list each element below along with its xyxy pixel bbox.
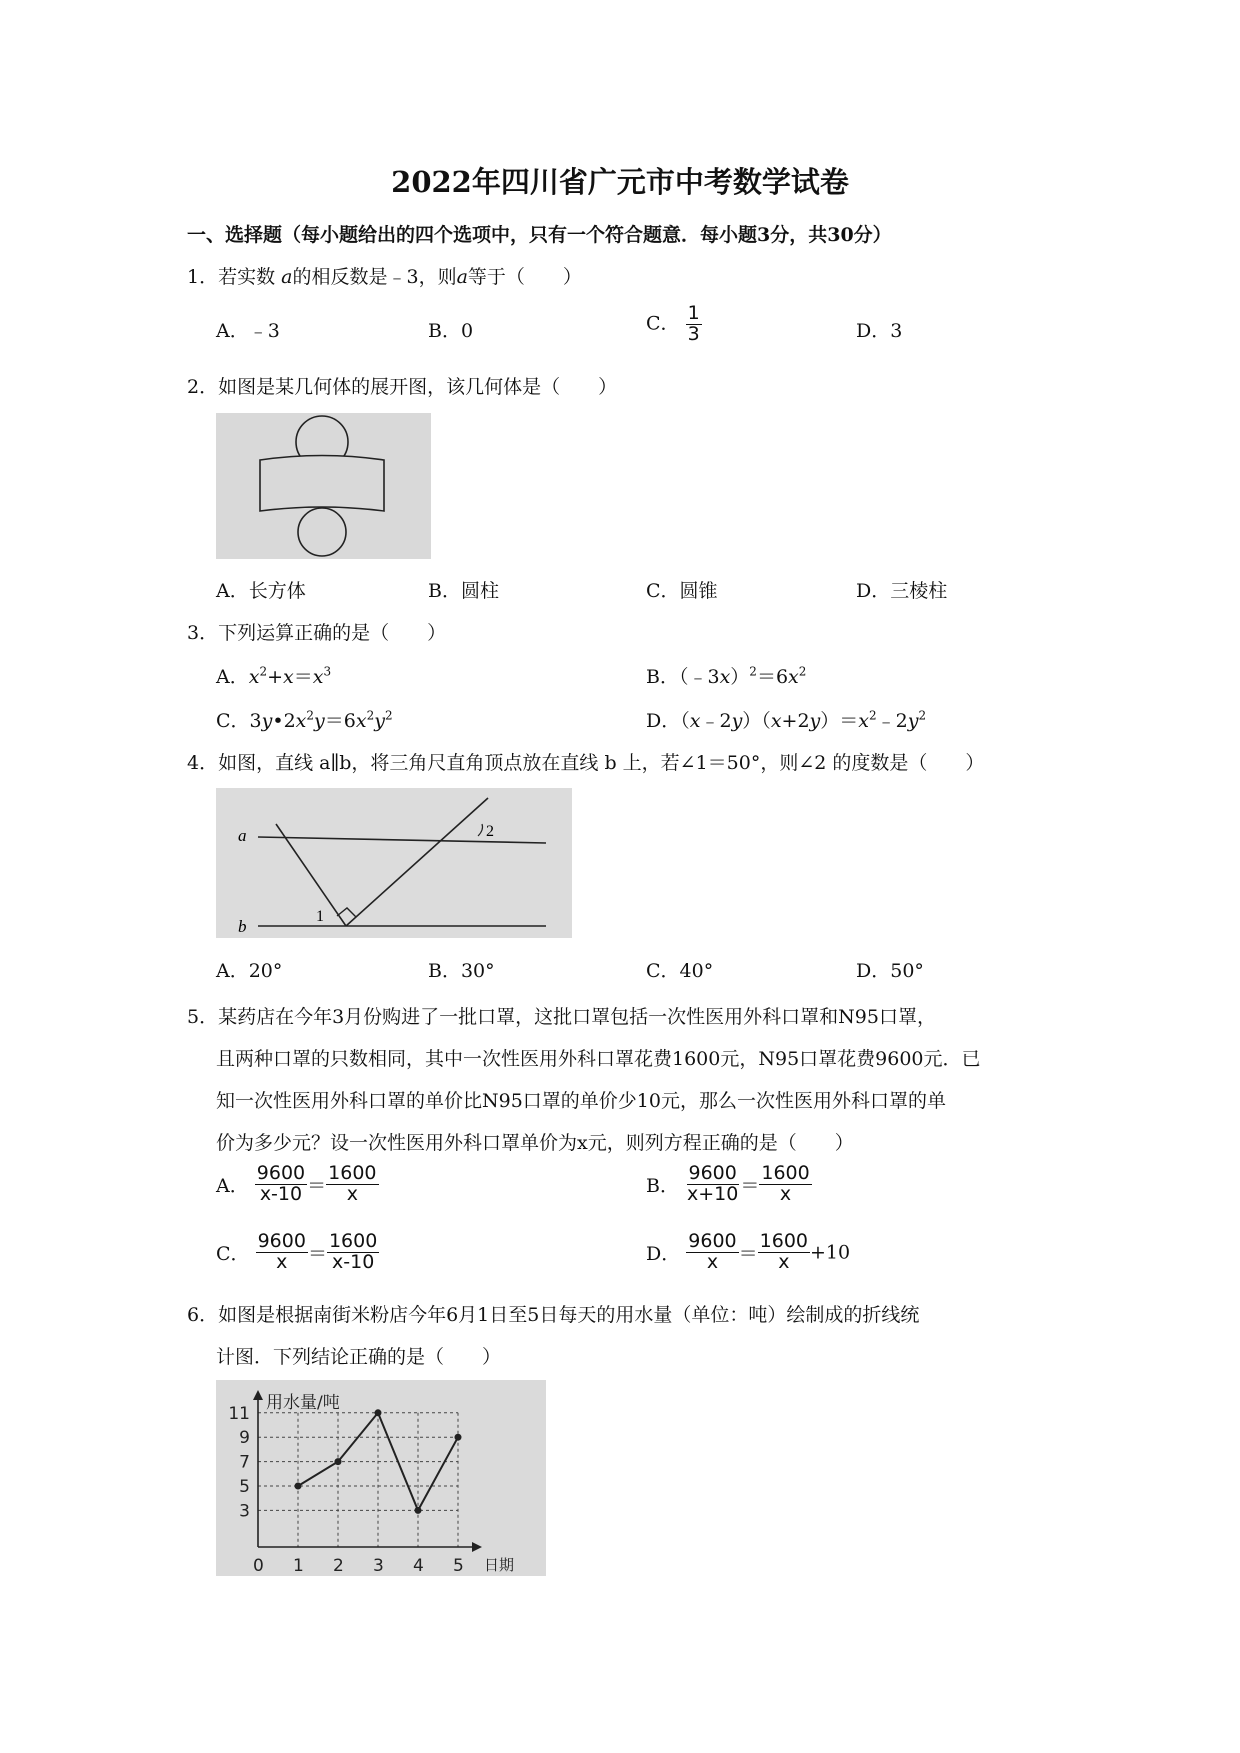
q2-option-a[interactable]: A．长方体 <box>216 580 306 602</box>
x-tick-label: 4 <box>413 1556 424 1576</box>
data-point <box>375 1409 382 1416</box>
y-tick-label: 11 <box>228 1403 250 1424</box>
q1-option-c[interactable]: C． $\frac{1}{3}$ <box>646 302 700 345</box>
q4-option-b[interactable]: B．30° <box>428 960 495 982</box>
x-tick-label: 0 <box>253 1556 264 1576</box>
q5-stem-line3: 知一次性医用外科口罩的单价比N95口罩的单价少10元，那么一次性医用外科口罩的单 <box>216 1090 946 1112</box>
label-a: a <box>238 826 247 845</box>
y-tick-label: 9 <box>239 1428 250 1449</box>
q5-option-a[interactable]: A． $\frac{9600}{x-10}$ ＝ $\frac{1600}{x}$ <box>216 1162 377 1205</box>
q3-option-d[interactable]: D．$(x﹣2y)(x+2y)=x^2﹣2y^2$ <box>646 708 927 732</box>
q5-stem-line1: 5．某药店在今年3月份购进了一批口罩，这批口罩包括一次性医用外科口罩和N95口罩， <box>187 1006 936 1028</box>
chart-ylabel: 用水量/吨 <box>266 1393 340 1413</box>
q2-option-d[interactable]: D．三棱柱 <box>856 580 948 602</box>
parallel-lines-figure <box>216 788 572 938</box>
q3-option-a[interactable]: A．$x^2+x=x^3$ <box>216 664 332 688</box>
q3-option-b[interactable]: B．$(﹣3x)^2=6x^2$ <box>646 664 807 688</box>
section-heading: 一、选择题（每小题给出的四个选项中，只有一个符合题意．每小题3分，共30分） <box>187 224 892 246</box>
label-2: 2 <box>486 823 494 840</box>
data-point <box>335 1458 342 1465</box>
y-tick-label: 7 <box>239 1452 250 1473</box>
q5-option-b[interactable]: B． $\frac{9600}{x+10}$ ＝ $\frac{1600}{x}$ <box>646 1162 810 1205</box>
x-tick-label: 2 <box>333 1556 344 1576</box>
chart-xlabel: 日期 <box>484 1556 515 1574</box>
data-point <box>455 1434 462 1441</box>
q1-option-b[interactable]: B．0 <box>428 320 474 342</box>
q4-option-d[interactable]: D．50° <box>856 960 924 982</box>
label-1: 1 <box>316 908 324 925</box>
y-tick-label: 5 <box>239 1477 250 1497</box>
q2-option-b[interactable]: B．圆柱 <box>428 580 499 602</box>
q5-stem-line2: 且两种口罩的只数相同，其中一次性医用外科口罩花费1600元，N95口罩花费9600元．已 <box>216 1048 981 1070</box>
x-tick-label: 1 <box>293 1556 304 1576</box>
page-title: 2022年四川省广元市中考数学试卷 <box>391 165 849 199</box>
q3-option-c[interactable]: C．$3y•2x^2y=6x^2y^2$ <box>216 708 393 732</box>
q5-option-c[interactable]: C． $\frac{9600}{x}$ ＝ $\frac{1600}{x-10}$ <box>216 1230 378 1273</box>
q6-stem-line2: 计图．下列结论正确的是（ ） <box>216 1346 502 1368</box>
q5-stem-line4: 价为多少元？设一次性医用外科口罩单价为x元，则列方程正确的是（ ） <box>216 1132 854 1154</box>
x-tick-label: 3 <box>373 1556 384 1576</box>
q1-option-a[interactable]: A．﹣3 <box>216 320 280 342</box>
data-point <box>415 1507 422 1514</box>
cylinder-net-figure <box>216 413 431 559</box>
y-axis-arrow <box>253 1390 263 1400</box>
q1-stem: 1．若实数 a的相反数是﹣3，则a等于（ ） <box>187 266 582 288</box>
q6-stem-line1: 6．如图是根据南街米粉店今年6月1日至5日每天的用水量（单位：吨）绘制成的折线统 <box>187 1304 920 1326</box>
q3-stem: 3．下列运算正确的是（ ） <box>187 622 447 644</box>
q4-stem: 4．如图，直线 a∥b，将三角尺直角顶点放在直线 b 上，若∠1＝50°，则∠2 的度数是（ ） <box>187 752 985 774</box>
q2-option-c[interactable]: C．圆锥 <box>646 580 718 602</box>
q2-stem: 2．如图是某几何体的展开图，该几何体是（ ） <box>187 376 618 398</box>
q4-option-c[interactable]: C．40° <box>646 960 714 982</box>
data-point <box>295 1483 302 1490</box>
q1-option-d[interactable]: D．3 <box>856 320 903 342</box>
q5-option-d[interactable]: D． $\frac{9600}{x}$ ＝ $\frac{1600}{x}$ +10 <box>646 1230 851 1273</box>
x-tick-label: 5 <box>453 1556 464 1576</box>
y-tick-label: 3 <box>239 1501 250 1522</box>
q4-option-a[interactable]: A．20° <box>216 960 283 982</box>
label-b: b <box>238 917 247 936</box>
water-usage-chart <box>216 1380 546 1576</box>
x-axis-arrow <box>472 1542 482 1552</box>
